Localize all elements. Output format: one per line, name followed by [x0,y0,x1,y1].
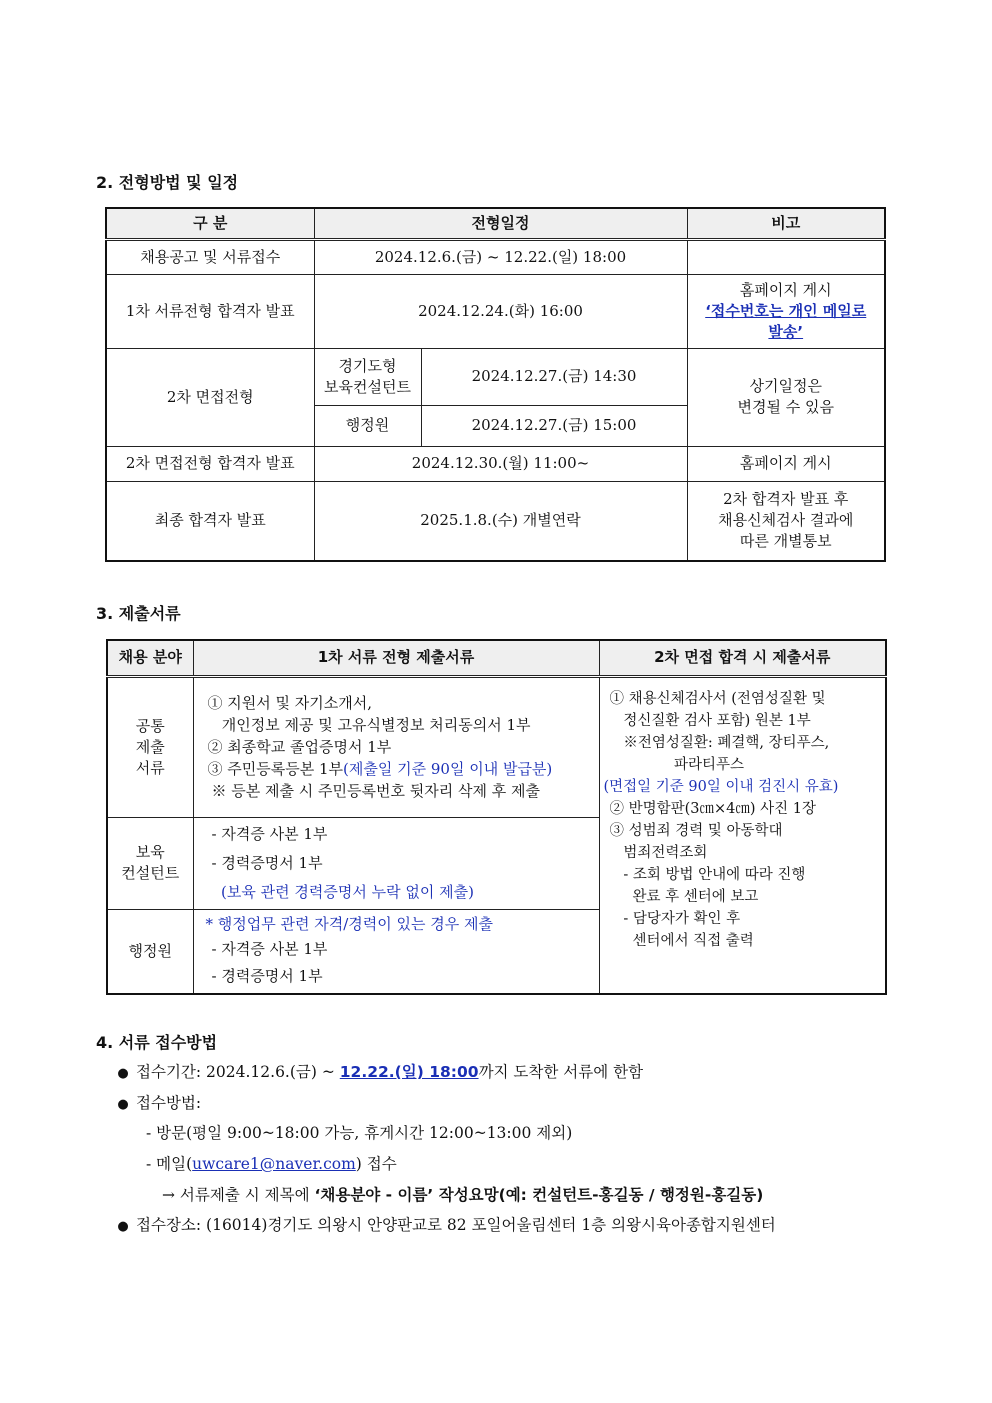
documents-table [106,639,887,995]
schedule-table [105,207,886,562]
field-label-line: 공통 [135,716,165,735]
doc-line: - 자격증 사본 1부 [211,824,328,843]
doc-line: - 담당자가 확인 후 [609,911,741,928]
header-field: 채용 분야 [107,640,193,676]
table-row [106,446,885,481]
table-row [106,239,885,274]
doc-line: ② 반명함판(3㎝×4㎝) 사진 1장 [609,801,817,818]
note-highlight: ‘접수번호는 개인 메일로 [705,301,867,320]
note-line: 따른 개별통보 [739,532,832,551]
field-label-line: 제출 [135,737,165,756]
table-row [106,348,885,405]
bullet-icon: ● [117,1097,129,1112]
doc-line: ① 지원서 및 자기소개서, [207,694,372,712]
row-schedule: 2024.12.24.(화) 16:00 [314,274,687,348]
mail-line [146,1152,397,1174]
doc-line [208,758,595,780]
doc-line-text: ③ 주민등록등본 1부 [207,760,344,778]
doc-line-note: (제출일 기준 90일 이내 발급분) [343,760,553,778]
row-note [687,274,885,348]
doc-line: ② 최종학교 졸업증명서 1부 [207,738,392,756]
doc-line: 센터에서 직접 출력 [609,933,754,950]
doc-line: ※전염성질환: 폐결핵, 장티푸스, [609,735,830,752]
table-row [106,274,885,348]
row-schedule: 2024.12.27.(금) 14:30 [421,348,687,405]
note-line: 변경될 수 있음 [737,398,834,416]
doc-line: 범죄전력조회 [609,845,708,862]
doc-line-note: (보육 관련 경력증명서 누락 없이 제출) [211,882,474,901]
row-label: 2차 면접전형 [106,348,314,446]
row-schedule: 2024.12.27.(금) 15:00 [421,405,687,446]
field-label [107,817,193,909]
header-second-docs: 2차 면접 합격 시 제출서류 [599,640,886,676]
place-text: 접수장소: (16014)경기도 의왕시 안양판교로 82 포일어울림센터 1층 의왕시육아종합지원센터 [136,1216,776,1234]
doc-line-note: * 행정업무 관련 자격/경력이 있는 경우 제출 [205,915,493,934]
row-label: 채용공고 및 서류접수 [106,239,314,274]
doc-line: ※ 등본 제출 시 주민등록번호 뒷자리 삭제 후 제출 [211,782,540,800]
row-schedule: 2024.12.6.(금) ~ 12.22.(일) 18:00 [314,239,687,274]
doc-line: - 경력증명서 1부 [211,967,323,986]
subject-guide-line [162,1183,763,1205]
period-suffix: 까지 도착한 서류에 한함 [478,1063,644,1081]
sub-category [314,348,421,405]
doc-line: ① 채용신체검사서 (전염성질환 및 [609,691,826,708]
doc-line: ③ 성범죄 경력 및 아동학대 [609,823,783,840]
header-first-docs: 1차 서류 전형 제출서류 [193,640,599,676]
row-note: 홈페이지 게시 [687,446,885,481]
doc-line: - 자격증 사본 1부 [211,940,328,959]
field-label: 행정원 [107,909,193,994]
subject-guide-prefix: → 서류제출 시 제목에 [162,1186,315,1204]
row-schedule: 2025.1.8.(수) 개별연락 [314,481,687,561]
note-line: 상기일정은 [749,377,822,395]
doc-line: - 경력증명서 1부 [211,853,323,872]
row-note [687,481,885,561]
doc-line: - 조회 방법 안내에 따라 진행 [609,867,806,884]
period-line [110,1060,643,1082]
doc-line: 개인정보 제공 및 고유식별정보 처리동의서 1부 [207,716,531,734]
subject-guide-format: ‘채용분야 - 이름’ 작성요망(예: 컨설턴트-홍길동 / 행정원-홍길동) [314,1186,764,1204]
header-schedule: 전형일정 [314,208,687,239]
doc-line: 파라티푸스 [609,757,745,774]
mail-suffix: ) 접수 [355,1155,397,1173]
table-row [107,676,886,817]
period-deadline: 12.22.(일) 18:00 [339,1063,479,1081]
sub-category: 행정원 [314,405,421,446]
row-label: 최종 합격자 발표 [106,481,314,561]
sub-category-line: 경기도형 [338,356,397,375]
field-label [107,676,193,817]
bullet-icon: ● [117,1219,129,1234]
place-line [110,1213,776,1235]
mail-link[interactable]: uwcare1@naver.com [192,1155,356,1173]
method-line [110,1091,201,1113]
period-prefix: 접수기간: 2024.12.6.(금) ~ [136,1063,340,1081]
doc-line: 완료 후 센터에 보고 [609,889,759,906]
field-label-line: 컨설턴트 [121,864,180,882]
doc-line: 정신질환 검사 포함) 원본 1부 [609,713,811,730]
note-line: 홈페이지 게시 [739,280,832,299]
field-label-line: 보육 [135,843,165,861]
row-label: 1차 서류전형 합격자 발표 [106,274,314,348]
header-category: 구 분 [106,208,314,239]
section4-heading: 4. 서류 접수방법 [96,1033,218,1052]
section3-heading: 3. 제출서류 [96,604,181,623]
mail-prefix: - 메일( [146,1155,193,1173]
row-schedule: 2024.12.30.(월) 11:00~ [314,446,687,481]
row-label: 2차 면접전형 합격자 발표 [106,446,314,481]
bullet-icon: ● [117,1066,129,1081]
first-docs-consultant [193,817,599,909]
row-note [687,239,885,274]
doc-line-note: (면접일 기준 90일 이내 검진시 유효) [603,779,839,796]
first-docs-admin [193,909,599,994]
visit-line: - 방문(평일 9:00~18:00 가능, 휴게시간 12:00~13:00 제외) [146,1124,573,1142]
first-docs-common [193,676,599,817]
row-note [687,348,885,446]
header-note: 비고 [687,208,885,239]
second-docs [599,676,886,994]
note-highlight: 발송’ [768,322,804,341]
field-label-line: 서류 [135,758,165,777]
note-line: 채용신체검사 결과에 [718,511,854,530]
section2-heading: 2. 전형방법 및 일정 [96,173,239,192]
method-label: 접수방법: [136,1094,202,1112]
table-row [106,481,885,561]
note-line: 2차 합격자 발표 후 [723,490,849,509]
sub-category-line: 보육컨설턴트 [324,377,411,396]
